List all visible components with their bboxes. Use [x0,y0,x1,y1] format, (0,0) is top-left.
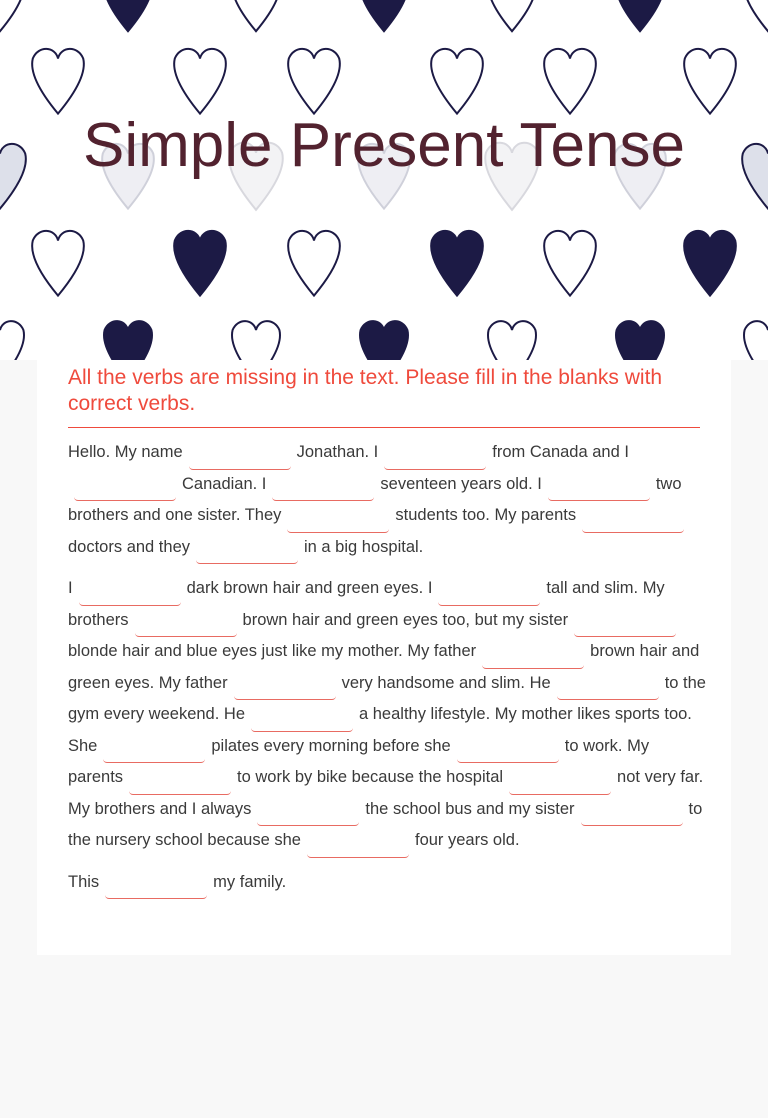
text-segment: to work. My parents [68,736,650,786]
heart-icon [174,231,226,296]
heart-icon [104,0,152,31]
text-segment: This [68,872,100,891]
verb-blank-input[interactable] [196,543,298,564]
verb-blank-input[interactable] [79,585,181,606]
heart-icon [431,49,483,114]
verb-blank-input[interactable] [189,449,291,470]
verb-blank-input[interactable] [272,480,374,501]
verb-blank-input[interactable] [582,512,684,533]
text-segment: students too. My parents [395,506,577,524]
text-segment: the school bus and my sister [365,799,575,818]
text-segment: from Canada and I [492,443,629,461]
heart-icon [744,0,768,31]
heart-icon [684,49,736,114]
header-banner [0,0,768,360]
verb-blank-input[interactable] [574,616,676,637]
verb-blank-input[interactable] [135,616,237,637]
text-segment: tall and slim. My brothers [68,579,665,629]
heart-icon [431,231,483,296]
heart-icon [544,231,596,296]
heart-icon [488,0,536,31]
heart-icon [616,0,664,31]
verb-blank-input[interactable] [129,774,231,795]
verb-blank-input[interactable] [105,878,207,899]
text-segment: not very far. My brothers and I always [68,768,704,818]
heart-icon [0,0,24,31]
heart-icon [288,231,340,296]
verb-blank-input[interactable] [251,711,353,732]
verb-blank-input[interactable] [482,648,584,669]
text-segment: to the gym every weekend. He [68,673,706,723]
paragraph [68,574,708,858]
paragraph [68,868,708,900]
paragraph [68,438,708,564]
text-segment: brown hair and green eyes too, but my sister [242,610,569,629]
text-segment: dark brown hair and green eyes. I [186,579,433,597]
heart-icon [104,321,152,360]
page-title: Simple Present Tense [83,111,685,180]
text-segment: doctors and they [68,537,190,556]
text-segment: blonde hair and blue eyes just like my mother. My father [68,642,477,660]
heart-icon [616,321,664,360]
heart-icon [0,321,24,360]
verb-blank-input[interactable] [234,679,336,700]
text-segment: Jonathan. I [296,443,379,461]
verb-blank-input[interactable] [307,837,409,858]
text-segment: I [68,579,73,597]
worksheet-card [37,360,731,955]
text-segment: two brothers and one sister. They [68,474,682,524]
heart-icon [288,49,340,114]
heart-icon [360,0,408,31]
verb-blank-input[interactable] [557,679,659,700]
verb-blank-input[interactable] [438,585,540,606]
text-segment: to work by bike because the hospital [237,768,504,786]
heart-icon [232,0,280,31]
hearts-pattern [0,0,768,360]
verb-blank-input[interactable] [581,805,683,826]
verb-blank-input[interactable] [384,449,486,470]
text-segment: very handsome and slim. He [341,673,551,692]
heart-icon [360,321,408,360]
text-segment: pilates every morning before she [211,736,451,755]
text-segment: my family. [213,872,287,891]
text-segment: Canadian. I [182,474,267,493]
heart-icon [684,231,736,296]
heart-icon [488,321,536,360]
text-segment: four years old. [414,831,520,849]
text-segment: brown hair and green eyes. My father [68,642,700,692]
text-segment: a healthy lifestyle. My mother likes sports too. She [68,705,692,755]
text-segment: in a big hospital. [304,537,424,556]
heart-icon [32,231,84,296]
heart-icon [744,321,768,360]
verb-blank-input[interactable] [548,480,650,501]
instructions: All the verbs are missing in the text. Please fill in the blanks with correct verbs. [68,366,663,415]
heart-icon [232,321,280,360]
verb-blank-input[interactable] [257,805,359,826]
heart-icon [32,49,84,114]
text-segment: Hello. My name [68,443,183,461]
text-segment: seventeen years old. I [380,474,542,493]
divider [68,427,700,428]
heart-icon [544,49,596,114]
verb-blank-input[interactable] [287,512,389,533]
heart-icon [174,49,226,114]
text-segment: to the nursery school because she [68,799,703,849]
worksheet-text [68,438,708,909]
verb-blank-input[interactable] [74,480,176,501]
verb-blank-input[interactable] [457,742,559,763]
verb-blank-input[interactable] [509,774,611,795]
verb-blank-input[interactable] [103,742,205,763]
